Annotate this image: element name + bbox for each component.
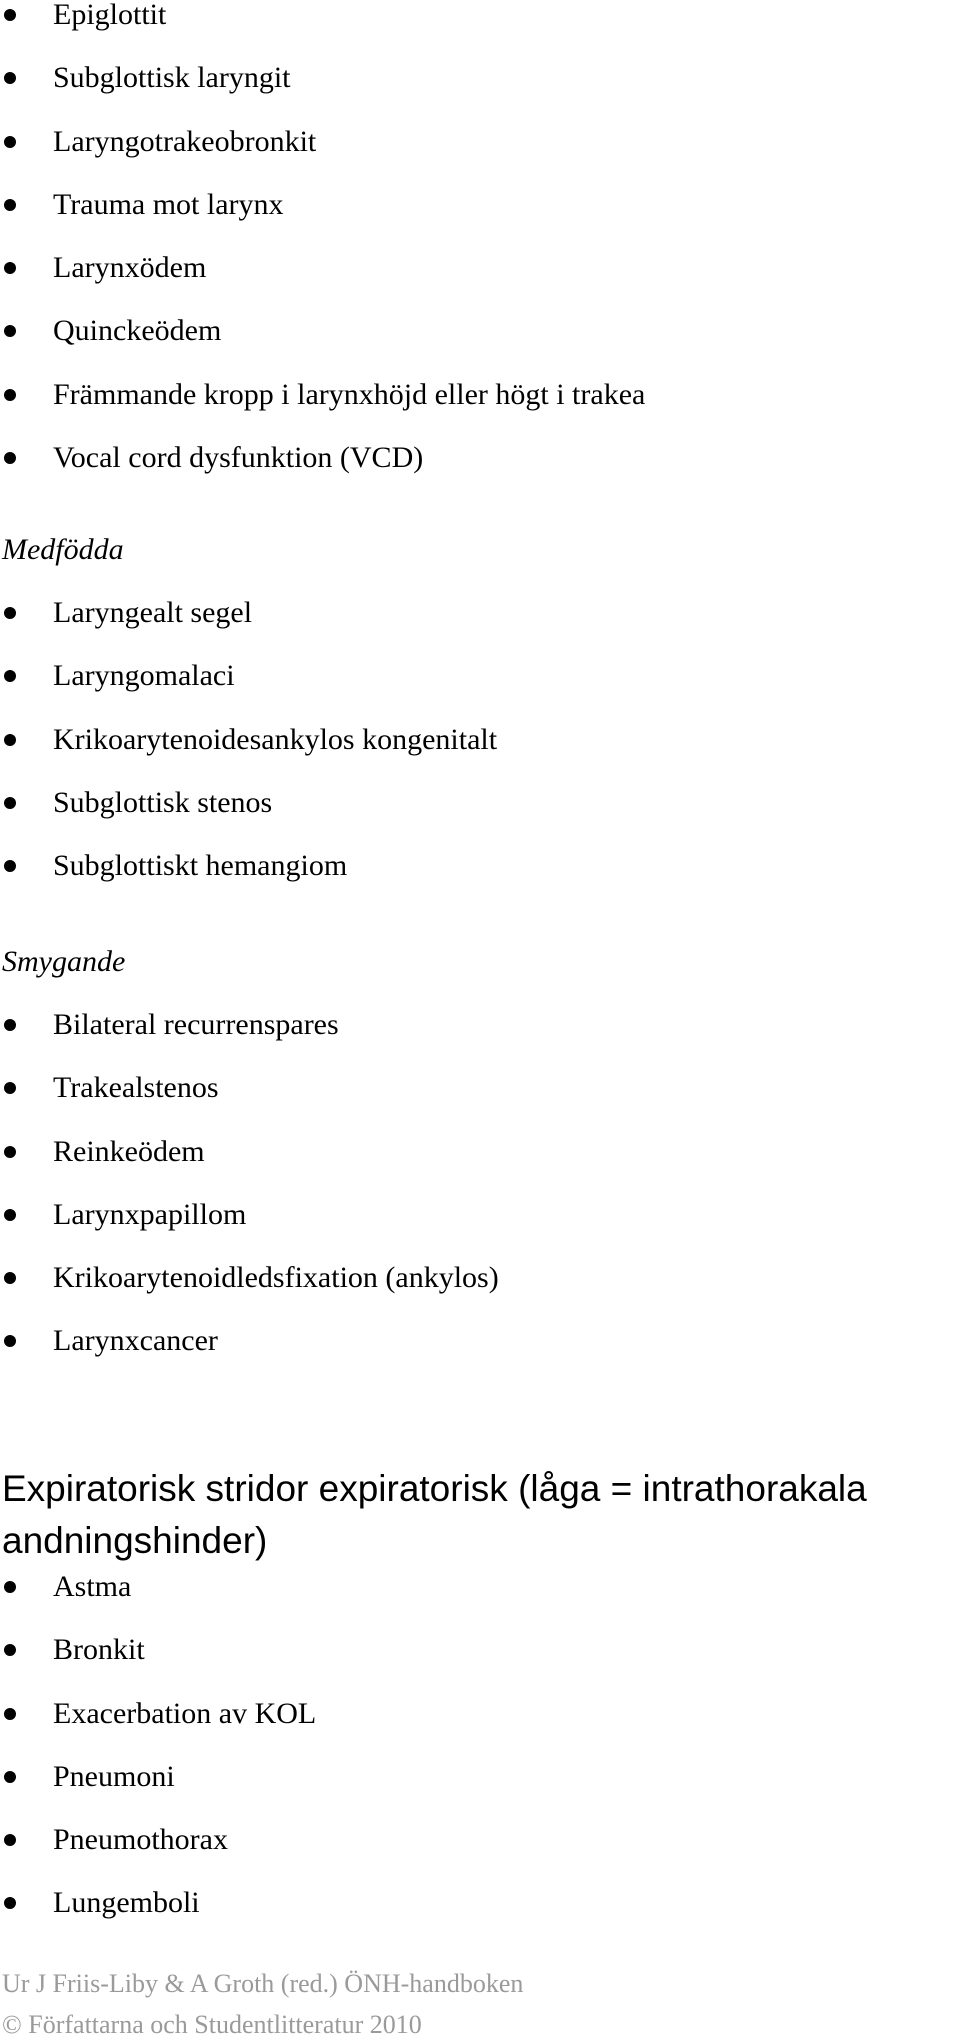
- list-item-text: Exacerbation av KOL: [53, 1696, 317, 1730]
- list-item-text: Quinckeödem: [53, 314, 222, 348]
- list-item-text: Larynxpapillom: [53, 1197, 247, 1231]
- bullet-icon: [4, 1082, 16, 1094]
- bullet-icon: [4, 325, 16, 337]
- bullet-icon: [4, 860, 16, 872]
- list-item-text: Krikoarytenoidledsfixation (ankylos): [53, 1261, 499, 1295]
- list-item-text: Laryngomalaci: [53, 659, 235, 693]
- section-heading-expiratory: Expiratorisk stridor expiratorisk (låga = intrathorakala andningshinder): [2, 1468, 867, 1561]
- list-item-text: Bilateral recurrenspares: [53, 1008, 339, 1041]
- list-item-text: Främmande kropp i larynxhöjd eller högt i trakea: [53, 377, 646, 411]
- list-item-text: Pneumoni: [53, 1759, 175, 1793]
- bullet-icon: [4, 797, 16, 809]
- list-item-text: Bronkit: [53, 1633, 145, 1667]
- bullet-icon: [4, 199, 16, 211]
- bullet-icon: [4, 136, 16, 148]
- list-item-text: Vocal cord dysfunktion (VCD): [53, 441, 424, 475]
- list-item-text: Astma: [53, 1570, 132, 1603]
- list-item-text: Laryngotrakeobronkit: [53, 124, 317, 158]
- list-item-text: Reinkeödem: [53, 1134, 205, 1168]
- list-item-text: Trakealstenos: [53, 1071, 219, 1105]
- bullet-icon: [4, 1897, 16, 1909]
- bullet-icon: [4, 389, 16, 401]
- bullet-icon: [4, 670, 16, 682]
- bullet-icon: [4, 1146, 16, 1158]
- list-item-text: Krikoarytenoidesankylos kongenitalt: [53, 722, 498, 756]
- bullet-icon: [4, 734, 16, 746]
- bullet-icon: [4, 9, 16, 21]
- list-item-text: Trauma mot larynx: [53, 187, 284, 221]
- bullet-icon: [4, 262, 16, 274]
- list-item-text: Subglottisk laryngit: [53, 61, 291, 95]
- bullet-icon: [4, 452, 16, 464]
- bullet-icon: [4, 1834, 16, 1846]
- list-item-text: Subglottiskt hemangiom: [53, 849, 348, 883]
- bullet-icon: [4, 1272, 16, 1284]
- bullet-icon: [4, 1708, 16, 1720]
- list-item-text: Lungemboli: [53, 1886, 200, 1920]
- bullet-icon: [4, 1335, 16, 1347]
- subheading-insidious: Smygande: [2, 945, 126, 978]
- footer-source: Ur J Friis-Liby & A Groth (red.) ÖNH-handboken: [2, 1969, 524, 1998]
- bullet-icon: [4, 1581, 16, 1593]
- bullet-icon: [4, 1019, 16, 1031]
- footer-copyright: © Författarna och Studentlitteratur 2010: [2, 2010, 422, 2039]
- bullet-icon: [4, 607, 16, 619]
- bullet-icon: [4, 1771, 16, 1783]
- list-item-text: Laryngealt segel: [53, 596, 253, 629]
- list-item-text: Larynxcancer: [53, 1324, 218, 1358]
- list-item-text: Larynxödem: [53, 251, 207, 285]
- bullet-icon: [4, 1209, 16, 1221]
- list-item-text: Pneumothorax: [53, 1823, 228, 1857]
- subheading-congenital: Medfödda: [2, 533, 124, 566]
- list-item-text: Subglottisk stenos: [53, 785, 273, 819]
- list-item-text: Epiglottit: [53, 0, 167, 31]
- bullet-icon: [4, 1644, 16, 1656]
- bullet-icon: [4, 72, 16, 84]
